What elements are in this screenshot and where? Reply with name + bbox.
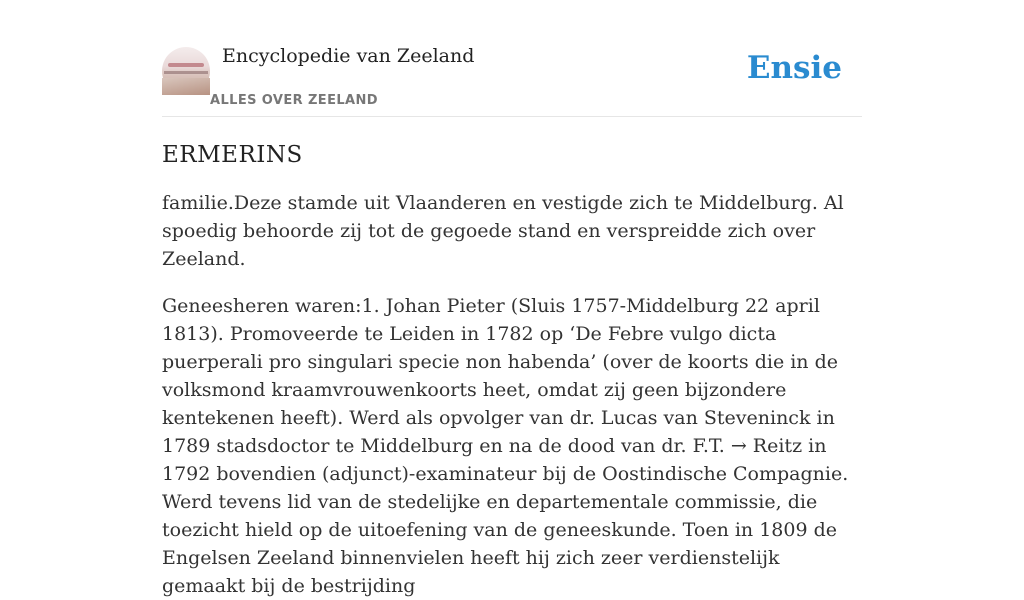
avatar-detail [162, 78, 210, 95]
avatar-detail [168, 63, 204, 67]
site-title[interactable]: Encyclopedie van Zeeland [222, 45, 475, 67]
site-avatar[interactable] [162, 47, 210, 95]
article-content [162, 138, 862, 600]
avatar-detail [164, 71, 208, 74]
article-paragraph: familie.Deze stamde uit Vlaanderen en vestigde zich te Middelburg. Al spoedig behoorde zij tot de gegoede stand en verspreidde zich over Zeeland. [162, 192, 844, 270]
site-tagline: ALLES OVER ZEELAND [210, 93, 378, 108]
article-paragraph: Geneesheren waren:1. Johan Pieter (Sluis 1757-Middelburg 22 april 1813). Promoveerde te Leiden in 1782 op ‘De Febre vulgo dicta puerperali pro singulari specie non habenda’ (over de koorts die in de volksmond kraamvrouwenkoorts heet, omdat zij geen bijzondere kentekenen heeft). Werd als opvolger van dr. Lucas van Steveninck in 1789 stadsdoctor te Middelburg en na de dood van dr. F.T. → Reitz in 1792 bovendien (adjunct)-examinateur bij de Oostindische Compagnie. Werd tevens lid van de stedelijke en departementale commissie, die toezicht hield op de uitoefening van de geneeskunde. Toen in 1809 de Engelsen Zeeland binnenvielen heeft hij zich zeer verdienstelijk gemaakt bij de bestrijding [162, 295, 849, 597]
site-header [162, 0, 862, 117]
ensie-logo[interactable]: Ensie [746, 50, 842, 86]
article-title: ERMERINS [162, 142, 303, 168]
